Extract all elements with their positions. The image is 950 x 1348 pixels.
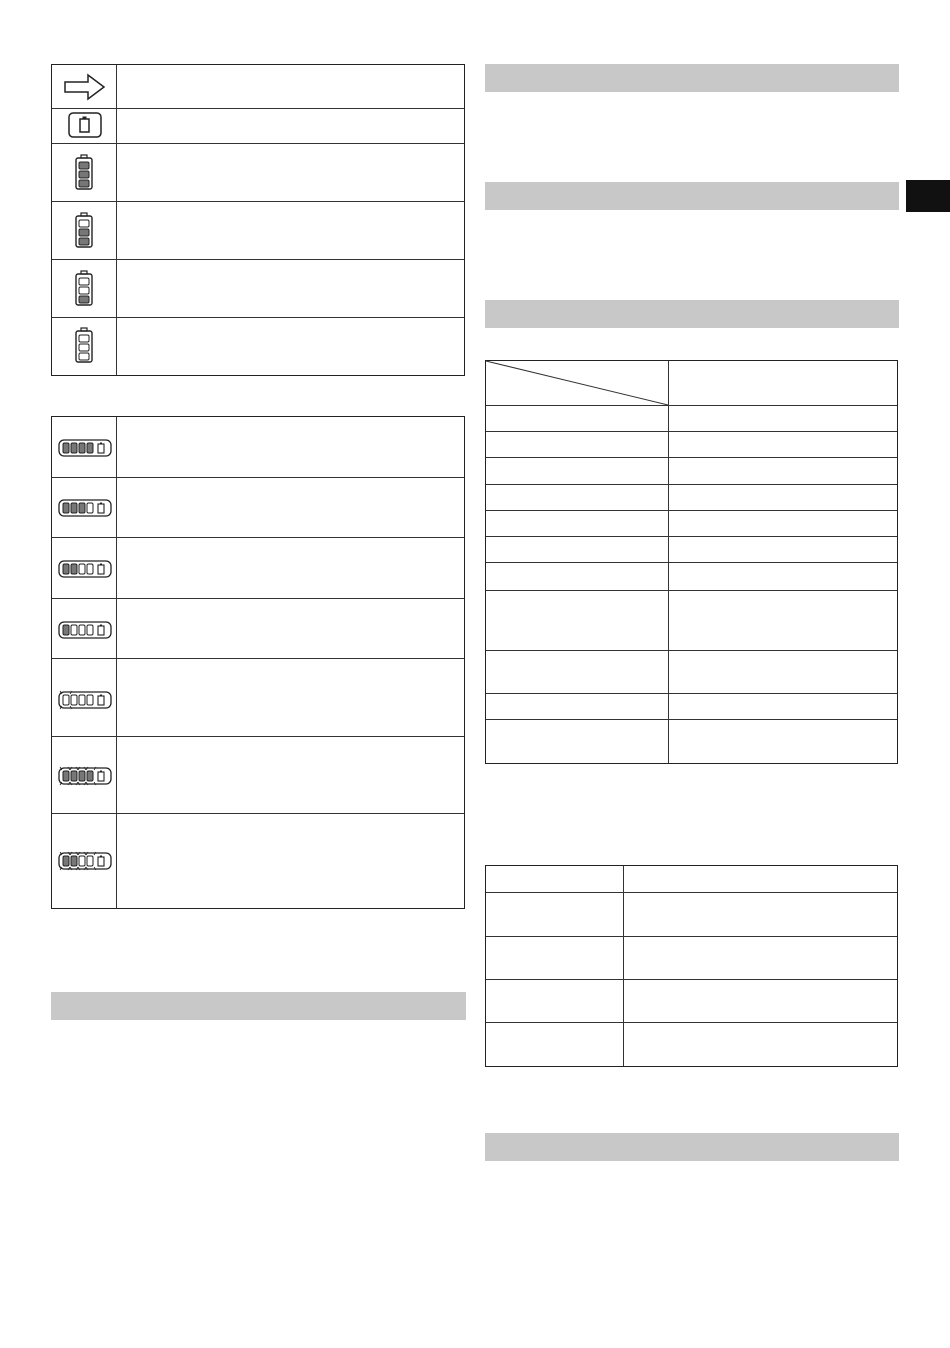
row-divider — [486, 484, 897, 485]
icon-table-2-column-divider — [116, 417, 117, 908]
arrow-right-icon — [64, 74, 106, 100]
row-divider — [486, 510, 897, 511]
battery-bar-3-icon — [58, 498, 112, 518]
row-divider — [52, 813, 464, 814]
battery-level-1-icon — [75, 270, 93, 306]
row-divider — [52, 477, 464, 478]
battery-bar-blink-all-icon — [58, 766, 112, 786]
row-divider — [52, 658, 464, 659]
row-divider — [52, 259, 464, 260]
icon-table-1 — [51, 64, 465, 376]
row-divider — [486, 936, 897, 937]
row-divider — [52, 736, 464, 737]
row-divider — [486, 590, 897, 591]
battery-level-0-icon — [75, 327, 93, 363]
side-tab — [906, 180, 950, 212]
row-divider — [486, 979, 897, 980]
row-divider — [486, 693, 897, 694]
row-divider — [52, 317, 464, 318]
row-divider — [486, 562, 897, 563]
row-divider — [52, 143, 464, 144]
row-divider — [486, 650, 897, 651]
spec-table — [485, 360, 898, 764]
battery-bar-2-icon — [58, 559, 112, 579]
section-header-bar-3 — [485, 300, 899, 328]
battery-bar-1-icon — [58, 620, 112, 640]
battery-level-2-icon — [75, 212, 93, 248]
row-divider — [486, 457, 897, 458]
section-header-bar-4 — [51, 992, 466, 1020]
small-table-column-divider — [623, 866, 624, 1066]
small-table — [485, 865, 898, 1067]
section-header-bar-5 — [485, 1133, 899, 1161]
section-header-bar-2 — [485, 182, 899, 210]
row-divider — [486, 1022, 897, 1023]
row-divider — [52, 537, 464, 538]
row-divider — [52, 108, 464, 109]
battery-level-3-icon — [75, 154, 93, 190]
row-divider — [486, 431, 897, 432]
icon-table-1-column-divider — [116, 65, 117, 375]
row-divider — [486, 892, 897, 893]
row-divider — [486, 719, 897, 720]
battery-bar-4-icon — [58, 438, 112, 458]
battery-bar-blink-pattern-icon — [58, 851, 112, 871]
row-divider — [52, 201, 464, 202]
header-diagonal-line — [486, 361, 668, 405]
row-divider — [52, 598, 464, 599]
row-divider — [486, 536, 897, 537]
icon-table-2 — [51, 416, 465, 909]
section-header-bar-1 — [485, 64, 899, 92]
battery-bar-blink-first-icon — [58, 690, 112, 710]
battery-outline-icon — [68, 112, 102, 138]
row-divider — [486, 405, 897, 406]
